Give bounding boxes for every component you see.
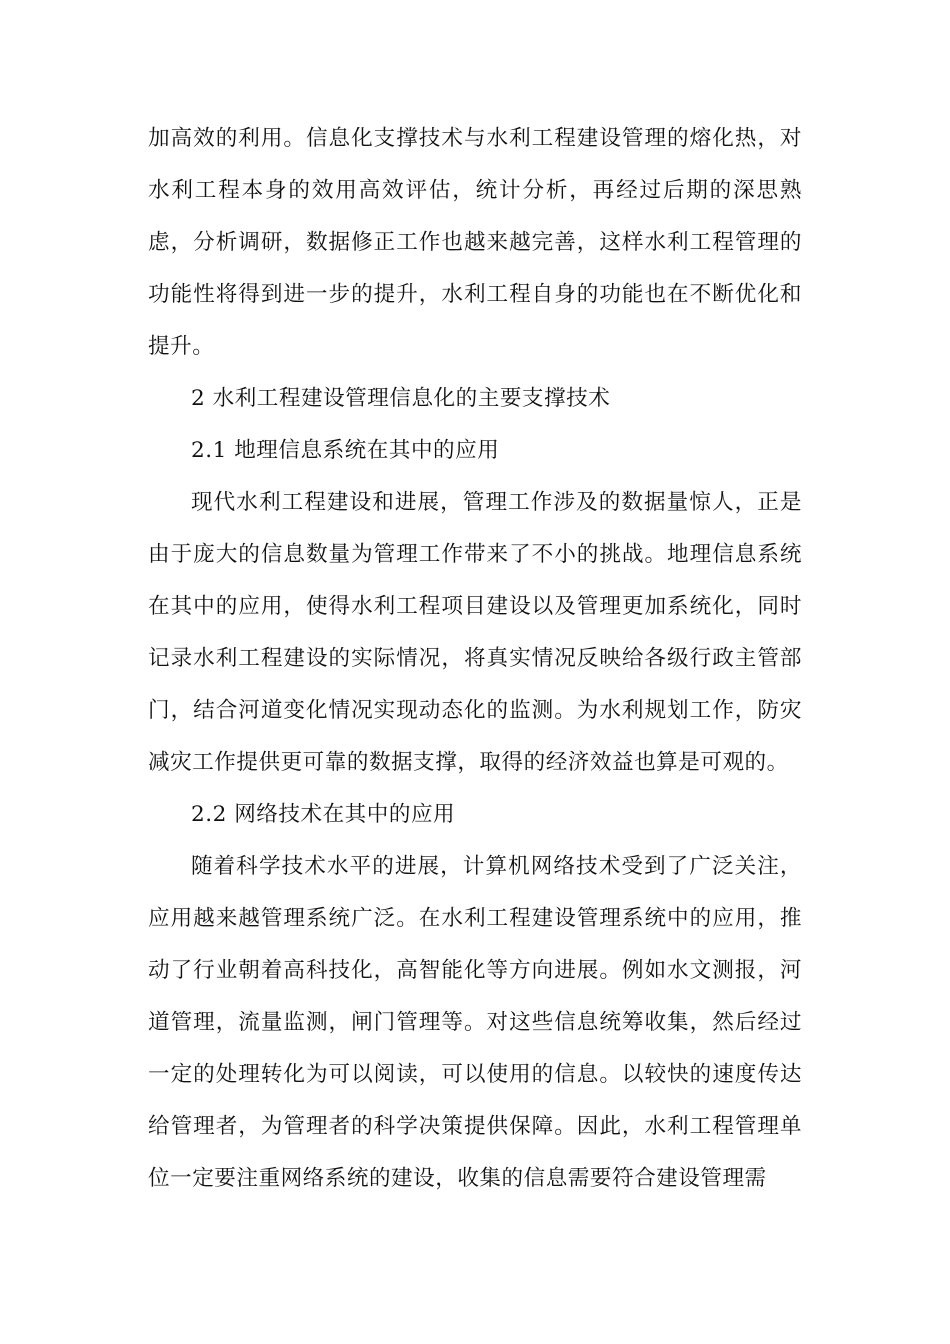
paragraph-continuation: 加高效的利用。信息化支撑技术与水利工程建设管理的熔化热，对水利工程本身的效用高效评估，统计分析，再经过后期的深思熟虑，分析调研，数据修正工作也越来越完善，这样水利工程管理的功能性将得到进一步的提升，水利工程自身的功能也在不断优化和提升。 <box>148 126 802 359</box>
section-heading-2-1: 2.1 地理信息系统在其中的应用 <box>191 438 500 463</box>
paragraph-gis: 现代水利工程建设和进展，管理工作涉及的数据量惊人，正是由于庞大的信息数量为管理工作带来了不小的挑战。地理信息系统在其中的应用，使得水利工程项目建设以及管理更加系统化，同时记录水利工程建设的实际情况，将真实情况反映给各级行政主管部门，结合河道变化情况实现动态化的监测。为水利规划工作，防灾减灾工作提供更可靠的数据支撑，取得的经济效益也算是可观的。 <box>148 490 802 775</box>
section-heading-2: 2 水利工程建设管理信息化的主要支撑技术 <box>191 386 611 411</box>
section-heading-2-2: 2.2 网络技术在其中的应用 <box>191 802 456 827</box>
paragraph-network: 随着科学技术水平的进展，计算机网络技术受到了广泛关注，应用越来越管理系统广泛。在水利工程建设管理系统中的应用，推动了行业朝着高科技化，高智能化等方向进展。例如水文测报，河道管理，流量监测，闸门管理等。对这些信息统筹收集，然后经过一定的处理转化为可以阅读，可以使用的信息。以较快的速度传达给管理者，为管理者的科学决策提供保障。因此，水利工程管理单位一定要注重网络系统的建设，收集的信息需要符合建设管理需 <box>148 854 802 1191</box>
document-page <box>148 113 802 1205</box>
